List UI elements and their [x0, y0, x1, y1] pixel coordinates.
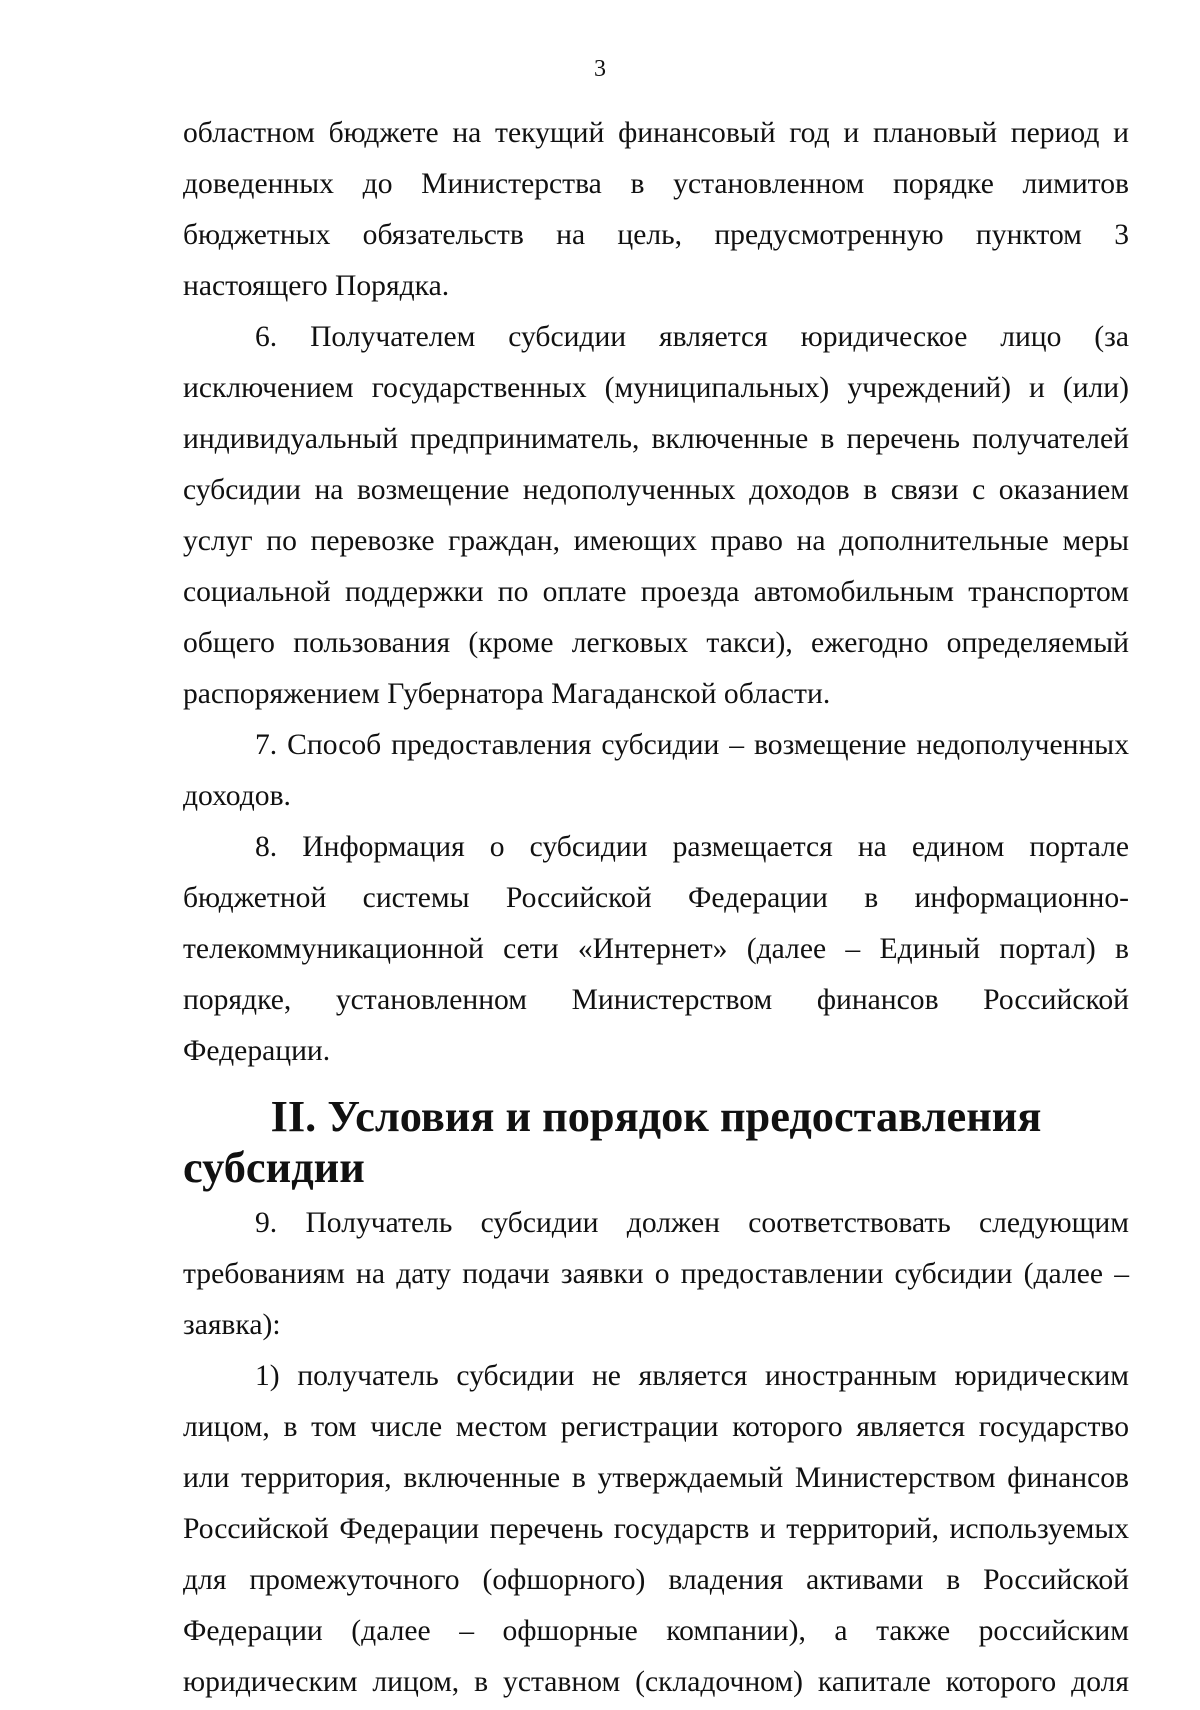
paragraph-subitem-1: 1) получатель субсидии не является иностранным юридическим лицом, в том числе местом регистрации которого является государство или территория, включенные в утверждаемый Министерством финансов Российской Федерации перечень государств и территорий, используемых для промежуточного (офшорного) владения активами в Российской Федерации (далее – офшорные компании), а также российским юридическим лицом, в уставном (складочном) капитале которого доля	[183, 1360, 1129, 1698]
page-number: 3	[594, 56, 606, 82]
document-body	[183, 108, 1129, 1708]
paragraph-item-9: 9. Получатель субсидии должен соответствовать следующим требованиям на дату подачи заявки о предоставлении субсидии (далее – заявка):	[183, 1207, 1129, 1341]
paragraph-item-7: 7. Способ предоставления субсидии – возмещение недополученных доходов.	[183, 729, 1129, 812]
paragraph-continuation: областном бюджете на текущий финансовый год и плановый период и доведенных до Министерства в установленном порядке лимитов бюджетных обязательств на цель, предусмотренную пунктом 3 настоящего Порядка.	[183, 117, 1129, 302]
section-heading: II. Условия и порядок предоставления субсидии	[183, 1091, 1042, 1192]
paragraph-item-6: 6. Получателем субсидии является юридическое лицо (за исключением государственных (муниципальных) учреждений) и (или) индивидуальный предприниматель, включенные в перечень получателей субсидии на возмещение недополученных доходов в связи с оказанием услуг по перевозке граждан, имеющих право на дополнительные меры социальной поддержки по оплате проезда автомобильным транспортом общего пользования (кроме легковых такси), ежегодно определяемый распоряжением Губернатора Магаданской области.	[183, 321, 1129, 710]
paragraph-item-8: 8. Информация о субсидии размещается на едином портале бюджетной системы Российской Федерации в информационно-телекоммуникационной сети «Интернет» (далее – Единый портал) в порядке, установленном Министерством финансов Российской Федерации.	[183, 831, 1129, 1067]
